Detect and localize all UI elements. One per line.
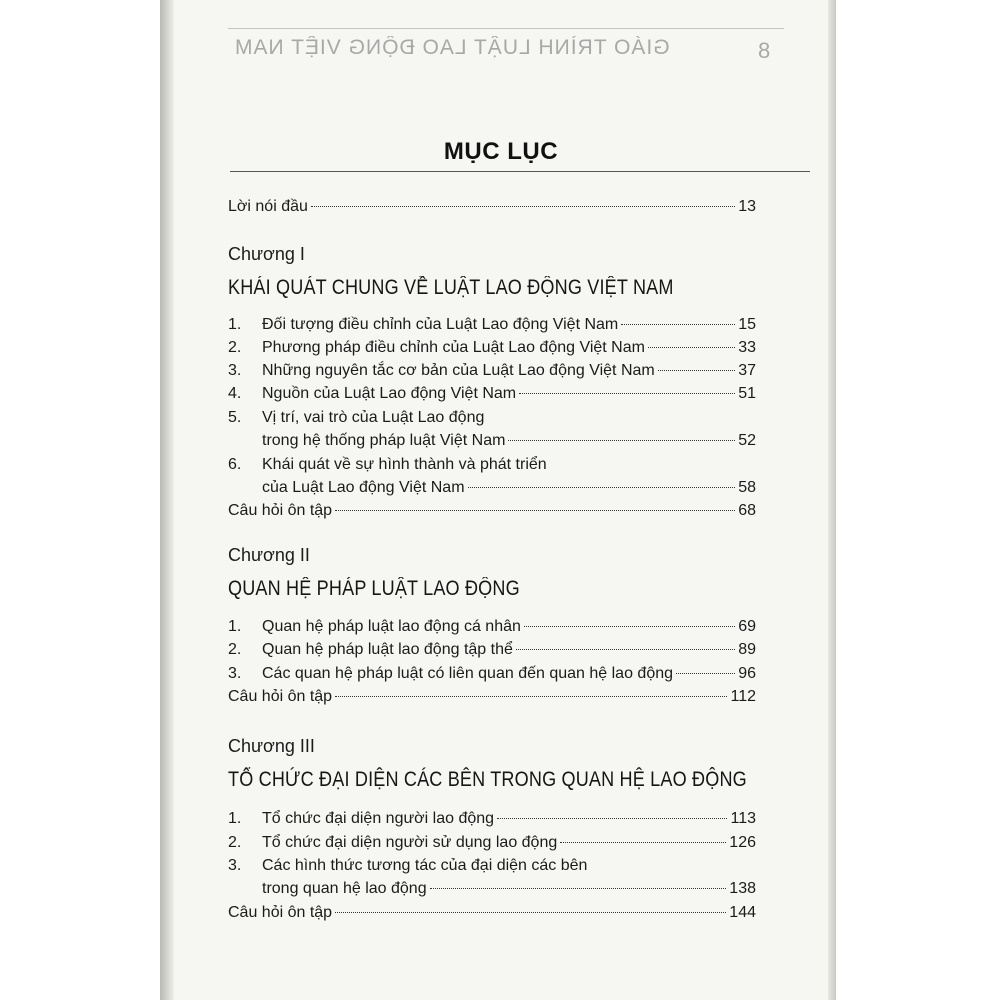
toc-title: MỤC LỤC (443, 138, 559, 165)
toc-entry-number: 1. (228, 618, 242, 635)
toc-entry-text: Các hình thức tương tác của đại diện các bên (262, 857, 588, 874)
toc-page-number: 89 (738, 641, 756, 658)
toc-page-number: 96 (738, 665, 756, 682)
toc-entry-number: 3. (228, 362, 242, 379)
toc-page-number: 52 (738, 432, 756, 449)
toc-page-number: 112 (730, 688, 756, 705)
title-rule (230, 171, 810, 172)
chapter-1-title: KHÁI QUÁT CHUNG VỀ LUẬT LAO ĐỘNG VIỆT NAM (228, 276, 674, 299)
toc-entry-text: Tổ chức đại diện người sử dụng lao động (262, 834, 558, 851)
toc-entry-number: 1. (228, 316, 242, 333)
dot-leader (621, 324, 735, 325)
dot-leader (335, 912, 726, 913)
toc-entry-first-line[interactable] (228, 857, 587, 875)
toc-entry-number: 2. (228, 834, 242, 851)
toc-page-number: 37 (738, 362, 756, 379)
toc-page-number: 13 (738, 198, 756, 215)
dot-leader (516, 649, 735, 650)
dot-leader (508, 440, 735, 441)
toc-page-number: 68 (738, 502, 756, 519)
dot-leader (335, 696, 727, 697)
toc-entry-text: Đối tượng điều chỉnh của Luật Lao động Việt Nam (262, 316, 619, 333)
toc-entry-number: 1. (228, 810, 242, 827)
toc-page-number: 15 (738, 316, 756, 333)
toc-page-number: 69 (738, 618, 756, 635)
header-rule (228, 28, 784, 29)
toc-entry-text: Lời nói đầu (228, 198, 308, 215)
dot-leader (560, 842, 726, 843)
toc-page-number: 51 (738, 385, 756, 402)
dot-leader (430, 888, 727, 889)
toc-entry-text: Khái quát về sự hình thành và phát triển (262, 456, 547, 473)
dot-leader (497, 818, 727, 819)
toc-page-number: 58 (738, 479, 756, 496)
toc-entry[interactable] (228, 432, 756, 450)
dot-leader (524, 626, 735, 627)
dot-leader (658, 370, 735, 371)
dot-leader (335, 510, 735, 511)
show-through-running-title: GIÁO TRÌNH LUẬT LAO ĐỘNG VIỆT NAM (234, 36, 670, 59)
toc-entry-first-line[interactable] (228, 456, 547, 474)
toc-entry[interactable] (228, 316, 756, 334)
toc-entry-text-continued: của Luật Lao động Việt Nam (262, 479, 465, 496)
chapter-1-label: Chương I (228, 244, 305, 264)
toc-preface[interactable] (228, 198, 756, 216)
toc-entry-text: Các quan hệ pháp luật có liên quan đến quan hệ lao động (262, 665, 674, 682)
toc-page-number: 126 (729, 834, 756, 851)
book-page (174, 0, 828, 1000)
toc-entry-text-continued: trong quan hệ lao động (262, 880, 427, 897)
dot-leader (468, 487, 736, 488)
toc-review[interactable] (228, 502, 756, 520)
toc-entry[interactable] (228, 641, 756, 659)
toc-entry-text: Câu hỏi ôn tập (228, 904, 333, 921)
toc-entry-number: 3. (228, 665, 242, 682)
toc-entry-text: Phương pháp điều chỉnh của Luật Lao động Việt Nam (262, 339, 645, 356)
toc-entry-text: Tổ chức đại diện người lao động (262, 810, 495, 827)
dot-leader (676, 673, 735, 674)
toc-page-number: 144 (729, 904, 756, 921)
show-through-page-number: 8 (758, 38, 771, 63)
toc-entry-first-line[interactable] (228, 409, 484, 427)
chapter-2-label: Chương II (228, 545, 310, 565)
toc-review[interactable] (228, 904, 756, 922)
toc-entry[interactable] (228, 362, 756, 380)
toc-entry-text: Quan hệ pháp luật lao động cá nhân (262, 618, 521, 635)
toc-entry-number: 2. (228, 339, 242, 356)
toc-entry-text: Câu hỏi ôn tập (228, 688, 333, 705)
toc-entry-number: 5. (228, 409, 242, 426)
dot-leader (311, 206, 735, 207)
toc-review[interactable] (228, 688, 756, 706)
toc-entry-text: Những nguyên tắc cơ bản của Luật Lao động Việt Nam (262, 362, 655, 379)
toc-entry[interactable] (228, 479, 756, 497)
dot-leader (648, 347, 735, 348)
chapter-3-title: TỔ CHỨC ĐẠI DIỆN CÁC BÊN TRONG QUAN HỆ LAO ĐỘNG (228, 768, 747, 791)
toc-entry-text: Quan hệ pháp luật lao động tập thể (262, 641, 513, 658)
toc-entry[interactable] (228, 385, 756, 403)
chapter-3-label: Chương III (228, 736, 315, 756)
toc-entry[interactable] (228, 880, 756, 898)
book-right-edge (828, 0, 836, 1000)
toc-entry-number: 2. (228, 641, 242, 658)
toc-entry-number: 6. (228, 456, 242, 473)
toc-entry[interactable] (228, 810, 756, 828)
toc-entry[interactable] (228, 665, 756, 683)
toc-entry-text: Câu hỏi ôn tập (228, 502, 333, 519)
toc-entry[interactable] (228, 339, 756, 357)
toc-page-number: 113 (730, 810, 756, 827)
toc-entry[interactable] (228, 618, 756, 636)
book-left-edge (160, 0, 174, 1000)
toc-page-number: 138 (729, 880, 756, 897)
toc-entry-number: 4. (228, 385, 242, 402)
dot-leader (519, 393, 735, 394)
toc-entry-text: Nguồn của Luật Lao động Việt Nam (262, 385, 517, 402)
toc-entry-text-continued: trong hệ thống pháp luật Việt Nam (262, 432, 506, 449)
toc-entry-text: Vị trí, vai trò của Luật Lao động (262, 409, 485, 426)
chapter-2-title: QUAN HỆ PHÁP LUẬT LAO ĐỘNG (228, 577, 520, 600)
toc-page-number: 33 (738, 339, 756, 356)
toc-entry-number: 3. (228, 857, 242, 874)
toc-entry[interactable] (228, 834, 756, 852)
